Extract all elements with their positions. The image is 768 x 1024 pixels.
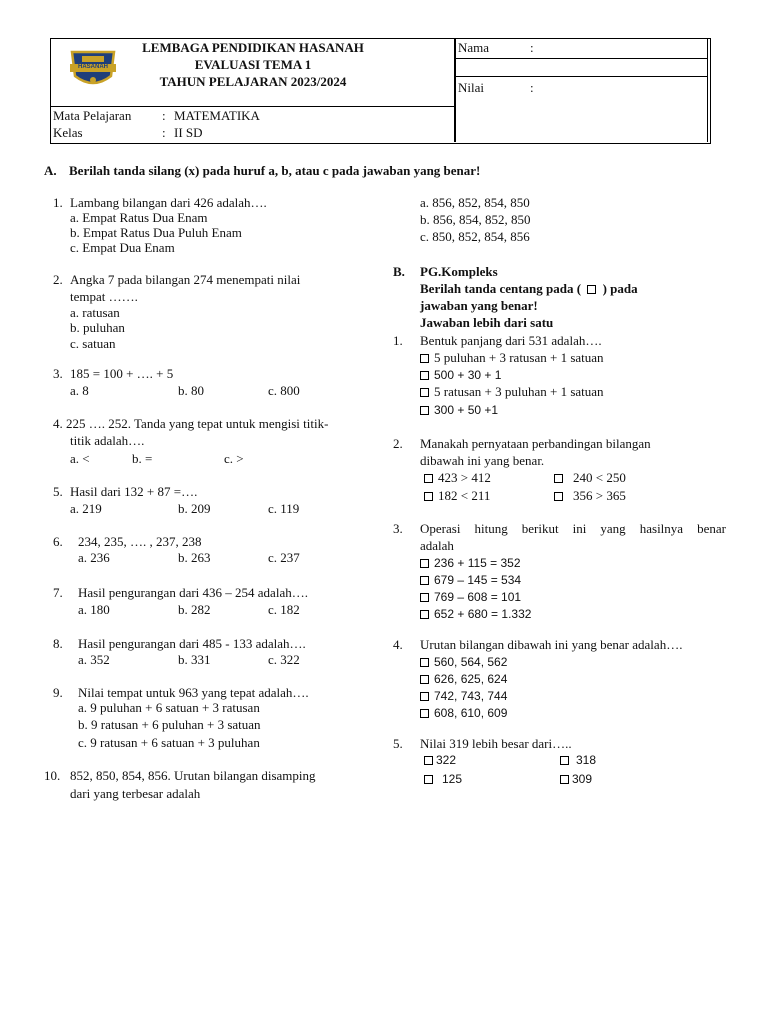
- option[interactable]: a. 236: [78, 550, 110, 565]
- instruction-pre: Berilah tanda centang pada (: [420, 281, 582, 296]
- checkbox-option[interactable]: [560, 752, 596, 768]
- option-label: 322: [436, 753, 457, 767]
- option[interactable]: a. 180: [78, 602, 110, 617]
- checkbox-icon[interactable]: [420, 692, 429, 701]
- checkbox-icon[interactable]: [424, 474, 433, 483]
- option-label: 125: [442, 772, 463, 786]
- option[interactable]: a. 9 puluhan + 6 satuan + 3 ratusan: [78, 700, 260, 715]
- option[interactable]: b. 9 ratusan + 6 puluhan + 3 satuan: [78, 717, 261, 732]
- option-label: 679 – 145 = 534: [434, 573, 522, 587]
- logo-text: HASANAH: [78, 64, 108, 70]
- option[interactable]: c. 800: [268, 383, 300, 398]
- section-b-title: PG.Kompleks: [420, 264, 498, 279]
- option[interactable]: b. Empat Ratus Dua Puluh Enam: [70, 225, 242, 240]
- option[interactable]: c. satuan: [70, 336, 116, 351]
- option[interactable]: b. =: [132, 451, 153, 466]
- checkbox-option[interactable]: [420, 688, 507, 704]
- question-text: Lambang bilangan dari 426 adalah….: [70, 195, 267, 210]
- question-num: 7.: [53, 585, 63, 600]
- option[interactable]: b. 856, 854, 852, 850: [420, 212, 531, 227]
- subject-label: Mata Pelajaran: [53, 108, 132, 123]
- option[interactable]: b. 209: [178, 501, 211, 516]
- section-b-instruction-2: jawaban yang benar!: [420, 298, 538, 313]
- option[interactable]: c. 322: [268, 652, 300, 667]
- question-num: 6.: [53, 534, 63, 549]
- checkbox-icon[interactable]: [420, 576, 429, 585]
- checkbox-option[interactable]: [424, 752, 456, 768]
- checkbox-icon[interactable]: [560, 756, 569, 765]
- option-label: 240 < 250: [573, 470, 626, 485]
- option-label: 769 – 608 = 101: [434, 590, 522, 604]
- checkbox-icon[interactable]: [554, 474, 563, 483]
- checkbox-icon[interactable]: [424, 775, 433, 784]
- question-text: 234, 235, …. , 237, 238: [78, 534, 202, 549]
- option[interactable]: b. 331: [178, 652, 211, 667]
- question-text-cont: dibawah ini yang benar.: [420, 453, 545, 468]
- option-label: 5 ratusan + 3 puluhan + 1 satuan: [434, 384, 604, 399]
- section-b-letter: B.: [393, 264, 405, 279]
- checkbox-option[interactable]: [554, 488, 626, 504]
- question-num: 3.: [53, 366, 63, 381]
- question-text: 185 = 100 + …. + 5: [70, 366, 174, 381]
- question-num: 2.: [393, 436, 403, 451]
- question-text: Bentuk panjang dari 531 adalah….: [420, 333, 602, 348]
- option[interactable]: a. ratusan: [70, 305, 120, 320]
- option[interactable]: a. 219: [70, 501, 102, 516]
- checkbox-option[interactable]: [420, 384, 604, 400]
- option[interactable]: c. 237: [268, 550, 300, 565]
- school-year: TAHUN PELAJARAN 2023/2024: [159, 74, 347, 89]
- question-num: 4.: [53, 416, 63, 431]
- question-text: Nilai 319 lebih besar dari…..: [420, 736, 572, 751]
- checkbox-option[interactable]: [424, 470, 491, 486]
- section-a-letter: A.: [44, 163, 57, 178]
- question-text: Manakah pernyataan perbandingan bilangan: [420, 436, 651, 451]
- question-num: 10.: [44, 768, 61, 783]
- question-text-cont: titik adalah….: [70, 433, 145, 448]
- question-num: 5.: [53, 484, 63, 499]
- question-num: 2.: [53, 272, 63, 287]
- question-text: Hasil pengurangan dari 436 – 254 adalah….: [78, 585, 308, 600]
- question-text: Operasi hitung berikut ini yang hasilnya benar: [420, 521, 726, 536]
- option-label: 5 puluhan + 3 ratusan + 1 satuan: [434, 350, 604, 365]
- checkbox-option[interactable]: [424, 771, 462, 787]
- section-b-instruction-3: Jawaban lebih dari satu: [420, 315, 554, 330]
- question-num: 3.: [393, 521, 403, 536]
- nama-label: Nama: [458, 40, 490, 55]
- nilai-label: Nilai: [458, 80, 484, 95]
- question-num: 9.: [53, 685, 63, 700]
- school-logo: [66, 46, 120, 90]
- question-text-cont: tempat …….: [70, 289, 138, 304]
- question-text: Urutan bilangan dibawah ini yang benar adalah….: [420, 637, 683, 652]
- option-label: 236 + 115 = 352: [434, 556, 521, 570]
- checkbox-icon[interactable]: [420, 593, 429, 602]
- option[interactable]: a. Empat Ratus Dua Enam: [70, 210, 208, 225]
- option[interactable]: c. 9 ratusan + 6 satuan + 3 puluhan: [78, 735, 260, 750]
- checkbox-option[interactable]: [420, 654, 507, 670]
- checkbox-icon[interactable]: [554, 492, 563, 501]
- question-num: 1.: [393, 333, 403, 348]
- option-label: 309: [572, 772, 593, 786]
- evaluation-title: EVALUASI TEMA 1: [194, 57, 312, 72]
- checkbox-option[interactable]: [420, 555, 521, 571]
- option-label: 608, 610, 609: [434, 706, 508, 720]
- option-label: 742, 743, 744: [434, 689, 508, 703]
- option-label: 356 > 365: [573, 488, 626, 503]
- option[interactable]: c. 119: [268, 501, 300, 516]
- checkbox-icon: [587, 285, 596, 294]
- checkbox-icon[interactable]: [424, 756, 433, 765]
- question-num: 8.: [53, 636, 63, 651]
- option[interactable]: b. 80: [178, 383, 204, 398]
- checkbox-icon[interactable]: [420, 354, 429, 363]
- checkbox-option[interactable]: [420, 705, 507, 721]
- section-b-instruction: [420, 281, 638, 297]
- option[interactable]: b. 282: [178, 602, 211, 617]
- checkbox-option[interactable]: [420, 367, 501, 383]
- question-text: 852, 850, 854, 856. Urutan bilangan disamping: [70, 768, 316, 783]
- option-label: 626, 625, 624: [434, 672, 508, 686]
- checkbox-icon[interactable]: [424, 492, 433, 501]
- option-label: 318: [576, 753, 597, 767]
- subject-colon: :: [162, 108, 166, 123]
- question-text-cont: dari yang terbesar adalah: [70, 786, 201, 801]
- question-num: 1.: [53, 195, 63, 210]
- checkbox-icon[interactable]: [420, 388, 429, 397]
- checkbox-icon[interactable]: [420, 675, 429, 684]
- subject-value: MATEMATIKA: [174, 108, 260, 123]
- option[interactable]: c. >: [224, 451, 244, 466]
- checkbox-option[interactable]: [420, 572, 521, 588]
- option-label: 423 > 412: [438, 470, 491, 485]
- checkbox-icon[interactable]: [420, 709, 429, 718]
- checkbox-icon[interactable]: [560, 775, 569, 784]
- question-num: 4.: [393, 637, 403, 652]
- option[interactable]: a. 352: [78, 652, 110, 667]
- option[interactable]: a. 856, 852, 854, 850: [420, 195, 530, 210]
- checkbox-icon[interactable]: [420, 371, 429, 380]
- question-text: Angka 7 pada bilangan 274 menempati nilai: [70, 272, 301, 287]
- option[interactable]: c. 182: [268, 602, 300, 617]
- question-text: 225 …. 252. Tanda yang tepat untuk mengisi titik-: [66, 416, 329, 431]
- question-text: Hasil pengurangan dari 485 - 133 adalah….: [78, 636, 306, 651]
- checkbox-option[interactable]: [554, 470, 626, 486]
- checkbox-icon[interactable]: [420, 658, 429, 667]
- option[interactable]: c. Empat Dua Enam: [70, 240, 175, 255]
- option-label: 500 + 30 + 1: [434, 368, 502, 382]
- question-text: Nilai tempat untuk 963 yang tepat adalah….: [78, 685, 309, 700]
- class-label: Kelas: [53, 125, 83, 140]
- checkbox-option[interactable]: [420, 350, 604, 366]
- option-label: 652 + 680 = 1.332: [434, 607, 532, 621]
- question-text: Hasil dari 132 + 87 =….: [70, 484, 198, 499]
- option[interactable]: c. 850, 852, 854, 856: [420, 229, 530, 244]
- institution-name: LEMBAGA PENDIDIKAN HASANAH: [142, 40, 364, 55]
- nama-colon: :: [530, 40, 534, 55]
- checkbox-option[interactable]: [420, 671, 507, 687]
- checkbox-icon[interactable]: [420, 406, 429, 415]
- checkbox-option[interactable]: [420, 402, 498, 418]
- checkbox-icon[interactable]: [420, 610, 429, 619]
- option-label: 560, 564, 562: [434, 655, 508, 669]
- option[interactable]: a. <: [70, 451, 90, 466]
- checkbox-icon[interactable]: [420, 559, 429, 568]
- option-label: 300 + 50 +1: [434, 403, 499, 417]
- option[interactable]: b. 263: [178, 550, 211, 565]
- option[interactable]: a. 8: [70, 383, 89, 398]
- instruction-post: ) pada: [602, 281, 638, 296]
- checkbox-option[interactable]: [420, 589, 521, 605]
- class-colon: :: [162, 125, 166, 140]
- checkbox-option[interactable]: [560, 771, 592, 787]
- question-num: 5.: [393, 736, 403, 751]
- checkbox-option[interactable]: [424, 488, 490, 504]
- checkbox-option[interactable]: [420, 606, 531, 622]
- question-text-cont: adalah: [420, 538, 454, 553]
- section-a-instruction: Berilah tanda silang (x) pada huruf a, b, atau c pada jawaban yang benar!: [69, 163, 481, 178]
- class-value: II SD: [174, 125, 203, 140]
- option-label: 182 < 211: [438, 488, 491, 503]
- nilai-colon: :: [530, 80, 534, 95]
- option[interactable]: b. puluhan: [70, 320, 125, 335]
